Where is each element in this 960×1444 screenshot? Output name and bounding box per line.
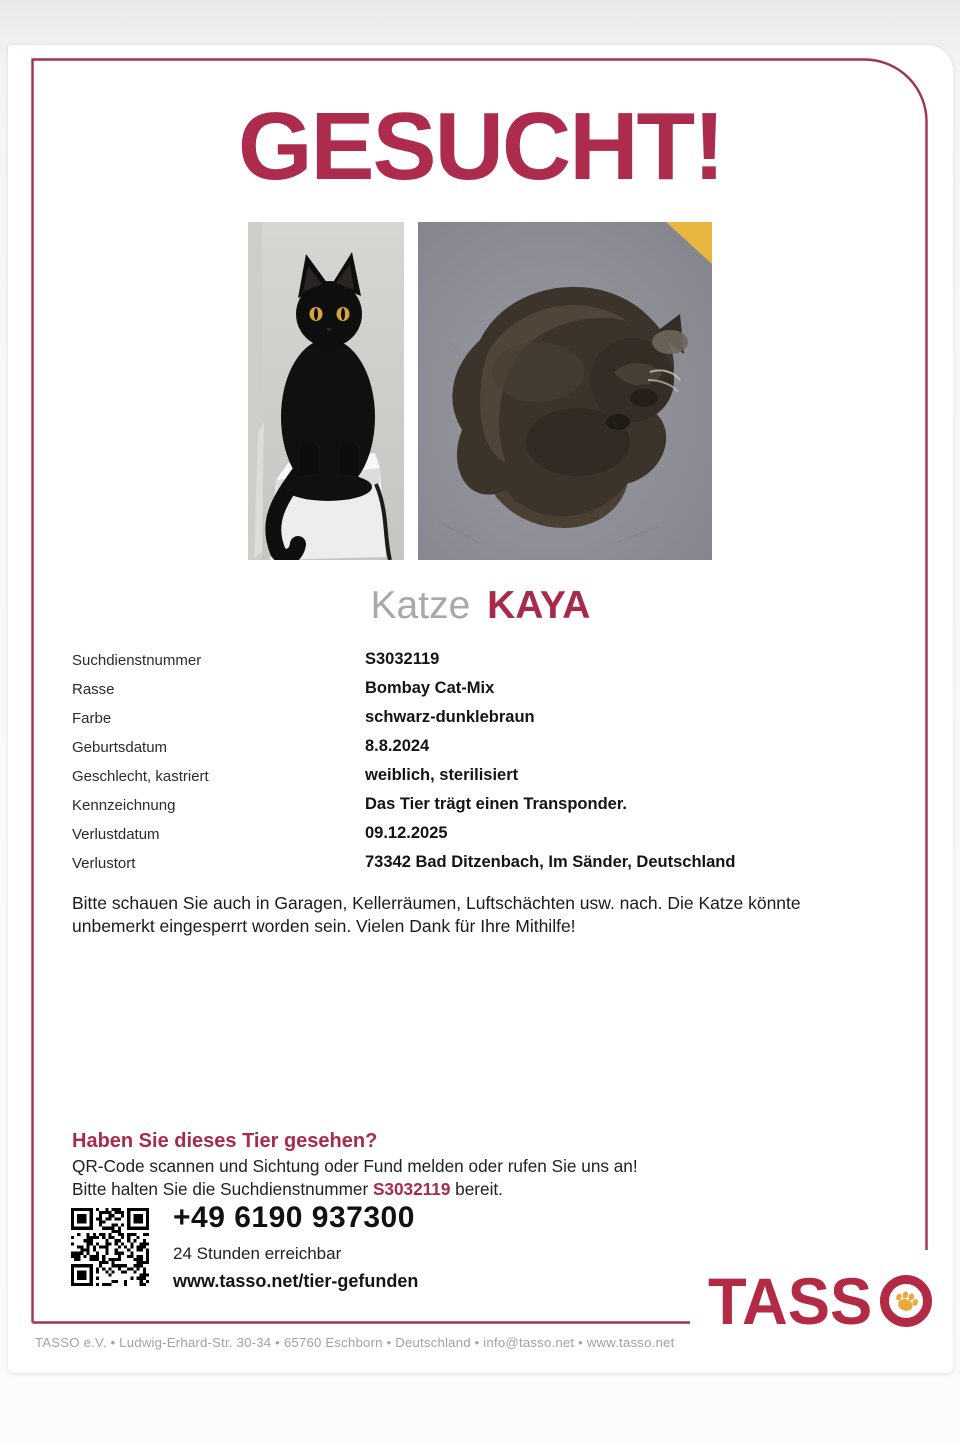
detail-label: Kennzeichnung <box>72 797 176 814</box>
poster-headline: GESUCHT! <box>237 93 724 200</box>
detail-row-suchdienstnummer <box>8 652 953 681</box>
pet-species: Katze <box>370 584 471 627</box>
qr-code-canvas <box>71 1208 149 1286</box>
contact-line2-prefix: Bitte halten Sie die Suchdienstnummer <box>72 1179 373 1199</box>
detail-row-geburtsdatum <box>8 739 953 768</box>
pet-photo-lying <box>418 222 712 560</box>
poster-card <box>8 45 953 1373</box>
footer-address: TASSO e.V. • Ludwig-Erhard-Str. 30-34 • 65760 Eschborn • Deutschland • info@tasso.net • www.tasso.net <box>35 1335 675 1350</box>
search-note: Bitte schauen Sie auch in Garagen, Kellerräumen, Luftschächten usw. nach. Die Katze könnte unbemerkt eingesperrt worden sein. Vielen Dank für Ihre Mithilfe! <box>72 893 801 936</box>
detail-label: Verlustdatum <box>72 826 160 843</box>
search-number: S3032119 <box>372 1179 451 1199</box>
detail-value: 8.8.2024 <box>365 737 430 755</box>
detail-row-kennzeichnung <box>8 797 953 826</box>
pet-name: KAYA <box>487 584 591 627</box>
phone-number: +49 6190 937300 <box>173 1201 415 1234</box>
detail-row-geschlecht <box>8 768 953 797</box>
pet-photo-sitting <box>248 222 404 560</box>
detail-row-farbe <box>8 710 953 739</box>
availability-text: 24 Stunden erreichbar <box>173 1244 342 1263</box>
detail-label: Farbe <box>72 710 112 727</box>
detail-row-rasse <box>8 681 953 710</box>
pet-title <box>8 585 953 628</box>
detail-label: Verlustort <box>72 855 136 872</box>
contact-heading: Haben Sie dieses Tier gesehen? <box>72 1130 378 1152</box>
tasso-logo <box>708 1264 932 1338</box>
detail-value: weiblich, sterilisiert <box>365 766 519 784</box>
detail-label: Geschlecht, kastriert <box>72 768 209 785</box>
detail-label: Suchdienstnummer <box>72 652 202 669</box>
contact-line2 <box>72 1179 503 1200</box>
tasso-logo-paw-icon <box>880 1275 932 1327</box>
detail-value: 73342 Bad Ditzenbach, Im Sänder, Deutschland <box>365 853 736 871</box>
detail-value: Das Tier trägt einen Transponder. <box>365 795 627 813</box>
qr-code <box>71 1208 149 1286</box>
report-url: www.tasso.net/tier-gefunden <box>173 1271 419 1291</box>
detail-value: Bombay Cat-Mix <box>365 679 495 697</box>
contact-line1: QR-Code scannen und Sichtung oder Fund melden oder rufen Sie uns an! <box>72 1156 638 1176</box>
detail-value: S3032119 <box>365 650 440 668</box>
detail-value: 09.12.2025 <box>365 824 448 842</box>
contact-line2-suffix: bereit. <box>450 1179 503 1199</box>
detail-label: Rasse <box>72 681 115 698</box>
detail-row-verlustort <box>8 855 953 884</box>
detail-label: Geburtsdatum <box>72 739 168 756</box>
detail-row-verlustdatum <box>8 826 953 855</box>
tasso-logo-text: TASS <box>708 1264 873 1338</box>
detail-value: schwarz-dunklebraun <box>365 708 535 726</box>
